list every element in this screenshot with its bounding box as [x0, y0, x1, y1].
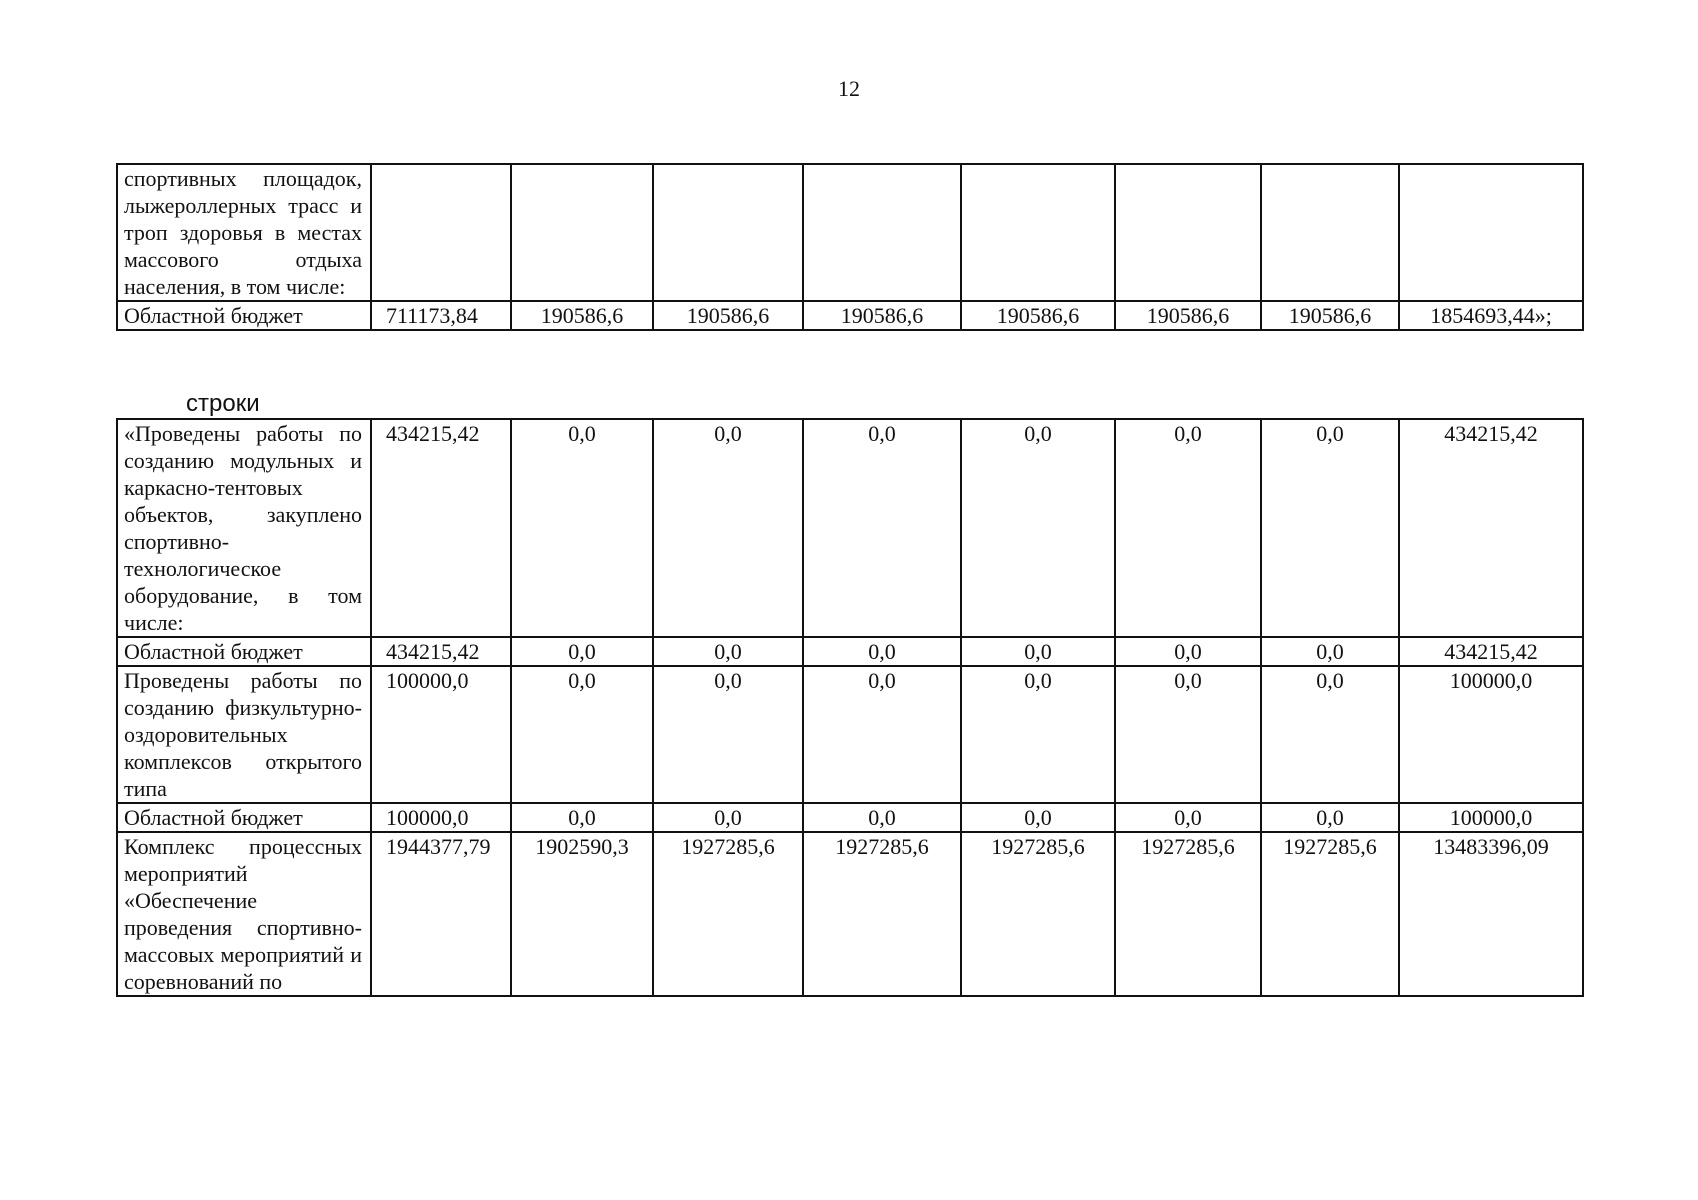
row-label: Областной бюджет	[117, 803, 371, 832]
value-cell	[371, 164, 511, 301]
value-cell: 190586,6	[1115, 301, 1261, 330]
table-row	[117, 803, 1583, 832]
value-cell: 434215,42	[1399, 637, 1583, 666]
value-cell: 0,0	[803, 803, 961, 832]
value-cell	[961, 164, 1115, 301]
value-cell: 100000,0	[1399, 803, 1583, 832]
value-cell: 13483396,09	[1399, 832, 1583, 996]
value-cell: 1927285,6	[961, 832, 1115, 996]
value-cell: 1927285,6	[653, 832, 803, 996]
value-cell	[511, 164, 653, 301]
value-cell: 1902590,3	[511, 832, 653, 996]
section-word: строки	[186, 390, 260, 417]
value-cell: 190586,6	[961, 301, 1115, 330]
budget-table-continuation	[116, 163, 1584, 331]
value-cell: 0,0	[511, 637, 653, 666]
table-row	[117, 164, 1583, 301]
value-cell: 0,0	[653, 666, 803, 803]
value-cell: 0,0	[1115, 637, 1261, 666]
value-cell: 100000,0	[371, 666, 511, 803]
value-cell: 0,0	[1115, 666, 1261, 803]
value-cell: 0,0	[1261, 666, 1399, 803]
value-cell: 0,0	[961, 803, 1115, 832]
value-cell: 0,0	[511, 803, 653, 832]
table-row	[117, 419, 1583, 637]
value-cell: 190586,6	[511, 301, 653, 330]
value-cell: 100000,0	[1399, 666, 1583, 803]
row-label: Областной бюджет	[117, 301, 371, 330]
value-cell: 0,0	[961, 419, 1115, 637]
value-cell: 0,0	[653, 803, 803, 832]
value-cell: 0,0	[961, 637, 1115, 666]
table-row	[117, 666, 1583, 803]
value-cell	[803, 164, 961, 301]
value-cell: 0,0	[1115, 419, 1261, 637]
value-cell	[1399, 164, 1583, 301]
row-label: Комплекс процессных мероприятий «Обеспечение проведения спортивно-массовых мероприятий и соревнований по	[117, 832, 371, 996]
value-cell: 0,0	[803, 637, 961, 666]
value-cell: 0,0	[803, 419, 961, 637]
value-cell: 1927285,6	[1261, 832, 1399, 996]
value-cell: 0,0	[1261, 419, 1399, 637]
value-cell: 190586,6	[1261, 301, 1399, 330]
value-cell: 100000,0	[371, 803, 511, 832]
value-cell: 0,0	[511, 666, 653, 803]
value-cell: 190586,6	[653, 301, 803, 330]
value-cell	[1115, 164, 1261, 301]
value-cell: 0,0	[1261, 803, 1399, 832]
value-cell: 0,0	[961, 666, 1115, 803]
row-label: «Проведены работы по созданию модульных и каркасно-тентовых объектов, закуплено спортивно-технологическое оборудование, в том числе:	[117, 419, 371, 637]
page-number: 12	[838, 76, 860, 101]
value-cell: 0,0	[653, 637, 803, 666]
value-cell: 434215,42	[1399, 419, 1583, 637]
table-row	[117, 832, 1583, 996]
value-cell	[653, 164, 803, 301]
value-cell: 190586,6	[803, 301, 961, 330]
row-label: Проведены работы по созданию физкультурно-оздоровительных комплексов открытого типа	[117, 666, 371, 803]
row-label: Областной бюджет	[117, 637, 371, 666]
value-cell: 1927285,6	[1115, 832, 1261, 996]
table-row	[117, 301, 1583, 330]
value-cell: 1927285,6	[803, 832, 961, 996]
value-cell	[1261, 164, 1399, 301]
value-cell: 0,0	[1261, 637, 1399, 666]
value-cell: 1944377,79	[371, 832, 511, 996]
value-cell: 0,0	[1115, 803, 1261, 832]
row-label: спортивных площадок, лыжероллерных трасс и троп здоровья в местах массового отдыха населения, в том числе:	[117, 164, 371, 301]
value-cell: 1854693,44»;	[1399, 301, 1583, 330]
budget-table	[116, 418, 1584, 997]
value-cell: 434215,42	[371, 419, 511, 637]
table-row	[117, 637, 1583, 666]
value-cell: 711173,84	[371, 301, 511, 330]
value-cell: 434215,42	[371, 637, 511, 666]
value-cell: 0,0	[803, 666, 961, 803]
value-cell: 0,0	[511, 419, 653, 637]
value-cell: 0,0	[653, 419, 803, 637]
